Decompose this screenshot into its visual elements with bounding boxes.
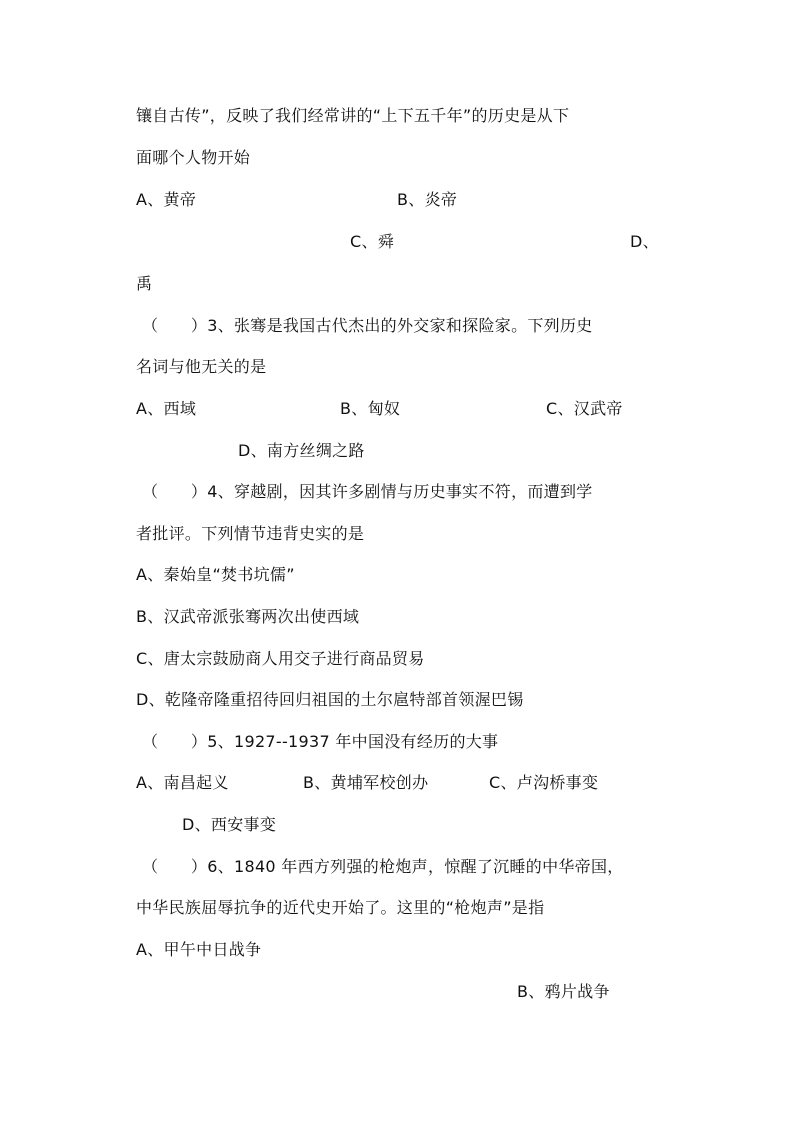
q6-stem-line-1: （ ）6、1840 年西方列强的枪炮声，惊醒了沉睡的中华帝国， — [142, 857, 624, 876]
q4-option-b: B、汉武帝派张骞两次出使西域 — [136, 607, 360, 626]
q2-option-d-prefix: D、 — [630, 232, 659, 251]
q6-stem-line-2: 中华民族屈辱抗争的近代史开始了。这里的“枪炮声”是指 — [136, 898, 545, 917]
q6-option-b: B、鸦片战争 — [517, 982, 610, 1001]
q4-option-c: C、唐太宗鼓励商人用交子进行商品贸易 — [136, 649, 425, 668]
q5-stem-line-1: （ ）5、1927--1937 年中国没有经历的大事 — [142, 732, 499, 751]
q3-stem-line-1: （ ）3、张骞是我国古代杰出的外交家和探险家。下列历史 — [142, 316, 593, 335]
q2-stem-line-1: 镶自古传”，反映了我们经常讲的“上下五千年”的历史是从下 — [136, 106, 570, 125]
q3-stem-line-2: 名词与他无关的是 — [136, 357, 267, 376]
q2-stem-line-2: 面哪个人物开始 — [136, 148, 251, 167]
q3-option-d: D、南方丝绸之路 — [238, 441, 365, 460]
q5-option-d: D、西安事变 — [182, 815, 277, 834]
q6-option-a: A、甲午中日战争 — [136, 940, 262, 959]
q4-option-d: D、乾隆帝隆重招待回归祖国的土尔扈特部首领渥巴锡 — [136, 690, 524, 709]
q5-option-a: A、南昌起义 — [136, 773, 229, 792]
q4-stem-line-2: 者批评。下列情节违背史实的是 — [136, 524, 365, 543]
q2-option-c: C、舜 — [350, 232, 395, 251]
q2-option-a: A、黄帝 — [136, 190, 197, 209]
q2-option-d-text: 禹 — [136, 274, 153, 293]
q4-stem-line-1: （ ）4、穿越剧，因其许多剧情与历史事实不符，而遭到学 — [142, 482, 593, 501]
q4-option-a: A、秦始皇“焚书坑儒” — [136, 565, 295, 584]
q3-option-c: C、汉武帝 — [546, 399, 623, 418]
q3-option-a: A、西域 — [136, 399, 197, 418]
q2-option-b: B、炎帝 — [397, 190, 458, 209]
q5-option-c: C、卢沟桥事变 — [489, 773, 599, 792]
q3-option-b: B、匈奴 — [340, 399, 401, 418]
q5-option-b: B、黄埔军校创办 — [303, 773, 429, 792]
